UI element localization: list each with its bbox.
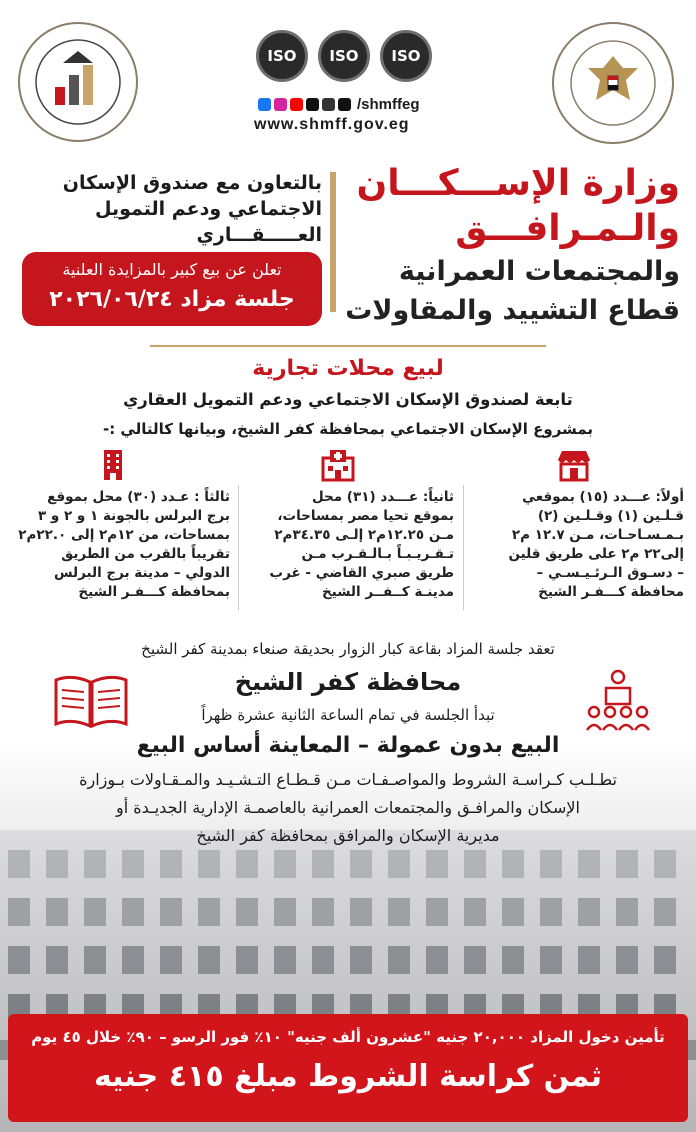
tower-icon [100, 448, 126, 482]
building-window [236, 850, 258, 878]
building-window [502, 946, 524, 974]
col1-line6: محافظة كـــفـر الشيخ [538, 584, 684, 600]
building-windows [0, 840, 696, 1040]
column-divider [463, 485, 464, 610]
building-window [84, 946, 106, 974]
building-window [654, 850, 676, 878]
building-window [616, 850, 638, 878]
terms-line3: مديرية الإسكان والمرافق بمحافظة كفر الشيخ [196, 826, 500, 845]
announce-line1: تعلن عن بيع كبير بالمزايدة العلنية [62, 260, 282, 279]
price-text: ثمن كراسة الشروط مبلغ ٤١٥ جنيه [93, 1059, 603, 1094]
col1-line4: إلى٢٢ م٢ على طريق قلين [508, 546, 684, 562]
building-window [426, 850, 448, 878]
ministry-title-line3: والمجتمعات العمرانية [398, 256, 680, 287]
building-window [122, 946, 144, 974]
col2-line2: بموقع تحيا مصر بمساحات، [277, 508, 454, 524]
col2-line1: ثانياً: عـــدد (٣١) محل [311, 489, 454, 505]
col1-line1: أولاً: عـــدد (١٥) بموقعي [522, 489, 684, 505]
col2-line4: تـقـريـبـاً بـالـقـرب مـن [301, 546, 454, 562]
threads-icon[interactable] [322, 98, 335, 111]
col2-line3: مـن ١٢.٢٥م٢ إلـى ٣٤.٣٥م٢ [274, 527, 454, 543]
governorate-heading: محافظة كفر الشيخ [234, 668, 462, 696]
building-window [350, 946, 372, 974]
building-window [312, 946, 334, 974]
col3-line4: تقريباً بالقرب من الطريق [61, 546, 230, 562]
fund-emblem-icon [33, 37, 123, 127]
building-window [540, 898, 562, 926]
ministry-title [335, 162, 680, 330]
fund-logo [18, 22, 138, 142]
section-divider [150, 345, 546, 347]
building-window [198, 946, 220, 974]
iso-badge: ISO [318, 30, 370, 82]
iso-badge: ISO [380, 30, 432, 82]
building-window [426, 898, 448, 926]
building-window [122, 850, 144, 878]
building-window [8, 946, 30, 974]
facebook-icon[interactable] [258, 98, 271, 111]
building-window [46, 898, 68, 926]
youtube-icon[interactable] [290, 98, 303, 111]
column-first [472, 488, 684, 602]
building-window [388, 898, 410, 926]
column-second [248, 488, 454, 602]
ministry-title-line2: والـمـرافـــق [455, 208, 680, 249]
ministry-title-line1: وزارة الإســـكـــان [356, 163, 680, 204]
terms-line1: تطـلـب كـراسـة الشروط والمواصـفـات مـن قـطـاع التـشـيـد والمـقـاولات بـوزارة [79, 770, 617, 789]
building-window [236, 946, 258, 974]
building-window [578, 898, 600, 926]
building-window [426, 946, 448, 974]
shop-icon [556, 448, 592, 482]
col2-line6: مدينـة كــفــر الشيخ [321, 584, 454, 600]
building-window [46, 946, 68, 974]
column-third [12, 488, 230, 602]
cooperation-block [22, 170, 322, 248]
building-window [274, 898, 296, 926]
auction-announcement-box [22, 252, 322, 326]
building-window [350, 898, 372, 926]
building-window [198, 898, 220, 926]
coop-line3: العـــــقـــاري [196, 224, 322, 246]
building-window [578, 850, 600, 878]
auction-venue: تعقد جلسة المزاد بقاعة كبار الزوار بحديقة صنعاء بمدينة كفر الشيخ [141, 640, 555, 658]
col1-line3: بـمـسـاحـات، مـن ١٢.٧ م٢ [511, 527, 684, 543]
building-window [274, 946, 296, 974]
sale-subtitle-2: بمشروع الإسكان الاجتماعي بمحافظة كفر الشيخ، وبيانها كالتالي :- [102, 420, 594, 438]
footer-box [8, 1014, 688, 1122]
coop-line2: الاجتماعي ودعم التمويل [95, 198, 322, 220]
iso-badges [256, 30, 432, 82]
building-window [160, 946, 182, 974]
column-divider [238, 485, 239, 610]
coop-line1: بالتعاون مع صندوق الإسكان [62, 172, 322, 194]
title-divider [330, 172, 336, 312]
col3-line5: الدولي – مدينة برج البرلس [53, 565, 230, 581]
col1-line5: – دسـوق الـرئـيـسـي – [536, 565, 684, 581]
col1-line2: قـلـين (١) وقـلـين (٢) [537, 508, 684, 524]
sale-subtitle-1: تابعة لصندوق الإسكان الاجتماعي ودعم التمويل العقاري [123, 390, 573, 409]
website-link[interactable]: www.shmff.gov.eg [254, 116, 410, 133]
building-window [84, 898, 106, 926]
building-window [46, 850, 68, 878]
iso-badge: ISO [256, 30, 308, 82]
sale-heading: لبيع محلات تجارية [252, 356, 444, 381]
col3-line1: ثالثاً : عـدد (٣٠) محل بموقع [47, 489, 230, 505]
col3-line6: بمحافظة كـــفـر الشيخ [78, 584, 230, 600]
building-window [8, 898, 30, 926]
building-window [312, 898, 334, 926]
terms-line2: الإسكان والمرافـق والمجتمعات العمرانية بالعاصمـة الإدارية الجديـدة أو [115, 798, 580, 817]
no-commission-heading: البيع بدون عمولة – المعاينة أساس البيع [136, 733, 560, 758]
building-window [464, 850, 486, 878]
building-window [540, 946, 562, 974]
hospital-icon [320, 448, 356, 482]
building-window [616, 946, 638, 974]
col3-line3: بمساحات، من ١٢م٢ إلى ٢٢.٠م٢ [18, 527, 230, 543]
building-window [8, 850, 30, 878]
building-window [198, 850, 220, 878]
tiktok-icon[interactable] [338, 98, 351, 111]
x-icon[interactable] [306, 98, 319, 111]
building-window [540, 850, 562, 878]
building-window [388, 850, 410, 878]
eagle-emblem-icon [568, 38, 658, 128]
social-bar [258, 96, 420, 113]
building-window [274, 850, 296, 878]
building-window [578, 946, 600, 974]
session-time: تبدأ الجلسة في تمام الساعة الثانية عشرة ظهراً [201, 706, 495, 724]
announce-date: جلسة مزاد ٢٠٢٦/٠٦/٢٤ [49, 287, 295, 312]
building-window [350, 850, 372, 878]
building-window [654, 898, 676, 926]
building-window [464, 898, 486, 926]
deposit-text: تأمين دخول المزاد ٢٠,٠٠٠ جنيه "عشرون ألف جنيه" ١٠٪ فور الرسو – ٩٠٪ خلال ٤٥ يوم [31, 1028, 665, 1046]
col3-line2: برج البرلس بالجونة ١ و ٢ و ٣ [37, 508, 230, 524]
building-window [236, 898, 258, 926]
building-window [84, 850, 106, 878]
building-window [160, 898, 182, 926]
building-window [122, 898, 144, 926]
building-window [502, 898, 524, 926]
building-window [160, 850, 182, 878]
terms-text [8, 766, 688, 850]
building-window [502, 850, 524, 878]
building-window [388, 946, 410, 974]
col2-line5: طريق صبري القاضي - غرب [269, 565, 454, 581]
ministry-logo [552, 22, 674, 144]
building-window [312, 850, 334, 878]
ministry-title-line4: قطاع التشييد والمقاولات [345, 295, 680, 326]
building-window [616, 898, 638, 926]
instagram-icon[interactable] [274, 98, 287, 111]
building-window [464, 946, 486, 974]
social-handle[interactable]: /shmffeg [357, 96, 420, 113]
building-window [654, 946, 676, 974]
